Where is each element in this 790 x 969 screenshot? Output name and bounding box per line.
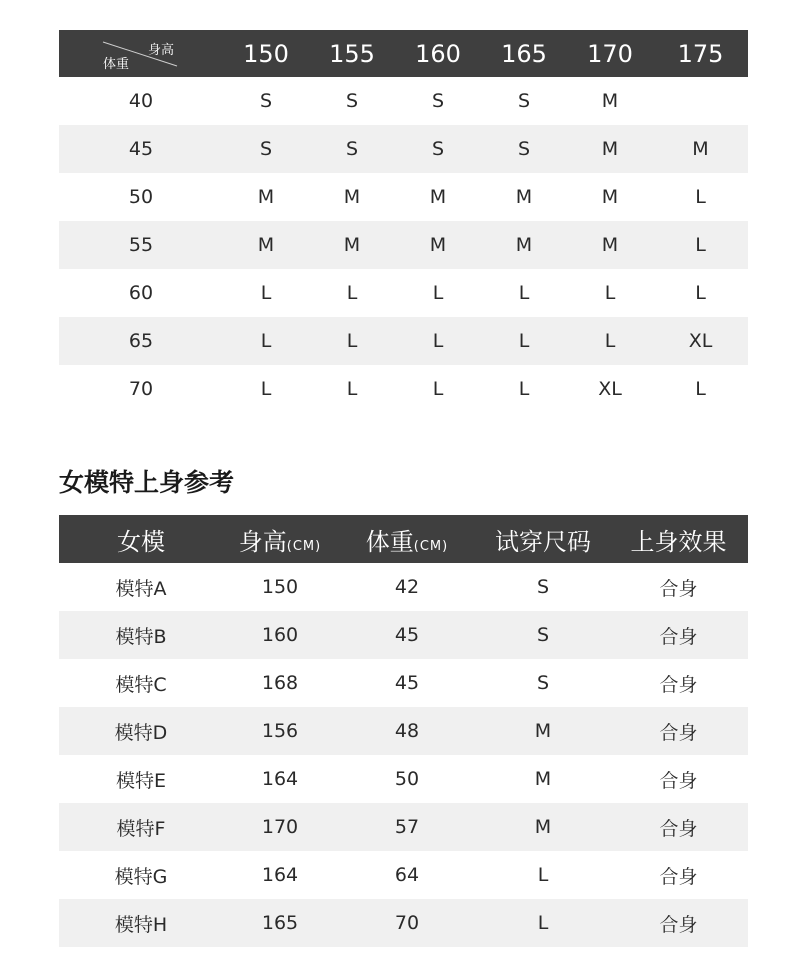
model-row: [59, 563, 748, 611]
model-row: [59, 851, 748, 899]
model-size-cell: S: [536, 624, 550, 646]
model-height-cell: 160: [261, 624, 299, 646]
size-cell: S: [431, 90, 445, 112]
size-cell: M: [601, 186, 619, 208]
model-weight-cell: 42: [394, 576, 420, 598]
model-table-header: [59, 515, 748, 563]
model-effect-cell: 合身: [659, 817, 698, 840]
model-weight-cell: 48: [394, 720, 420, 742]
weight-cell: 45: [128, 138, 154, 160]
size-cell: M: [515, 234, 533, 256]
height-header: 170: [587, 39, 633, 68]
model-row: [59, 659, 748, 707]
model-size-cell: M: [534, 816, 552, 838]
size-cell: L: [260, 330, 272, 352]
size-cell: M: [343, 234, 361, 256]
size-cell: L: [695, 234, 706, 256]
model-name-cell: 模特A: [115, 577, 167, 600]
size-row: [59, 365, 748, 413]
model-height-cell: 170: [261, 816, 299, 838]
weight-cell: 60: [128, 282, 154, 304]
model-weight-cell: 64: [394, 864, 420, 886]
height-header: 175: [677, 39, 724, 68]
model-effect-cell: 合身: [659, 577, 698, 600]
size-cell: L: [695, 282, 706, 304]
corner-cell: [59, 30, 223, 77]
model-weight-cell: 70: [394, 912, 420, 934]
size-cell: L: [346, 378, 358, 400]
size-cell: L: [346, 330, 358, 352]
size-cell: L: [432, 378, 444, 400]
model-weight-cell: 57: [394, 816, 420, 838]
size-cell: M: [601, 234, 619, 256]
size-cell: M: [257, 186, 275, 208]
model-name-cell: 模特H: [114, 913, 168, 936]
height-header: 155: [329, 39, 375, 68]
size-cell: S: [345, 138, 359, 160]
header-effect: 上身效果: [630, 527, 727, 556]
size-cell: M: [257, 234, 275, 256]
header-height: 身高(CM): [238, 527, 322, 556]
size-cell: M: [692, 138, 709, 160]
model-effect-cell: 合身: [659, 865, 698, 888]
model-name-cell: 模特B: [115, 625, 167, 648]
size-cell: M: [429, 186, 447, 208]
height-axis-label: 身高: [148, 43, 175, 58]
size-cell: L: [432, 282, 444, 304]
model-name-cell: 模特G: [114, 865, 168, 888]
model-weight-cell: 45: [394, 624, 420, 646]
model-height-cell: 164: [261, 864, 299, 886]
model-height-cell: 156: [261, 720, 299, 742]
size-cell: S: [517, 138, 531, 160]
model-name-cell: 模特C: [115, 673, 167, 696]
model-size-cell: L: [537, 864, 549, 886]
model-weight-cell: 50: [394, 768, 420, 790]
height-header: 150: [243, 39, 289, 68]
model-height-cell: 164: [261, 768, 299, 790]
weight-cell: 40: [128, 90, 154, 112]
size-cell: L: [695, 186, 706, 208]
size-cell: XL: [688, 330, 713, 352]
size-cell: M: [343, 186, 361, 208]
model-effect-cell: 合身: [659, 721, 698, 744]
model-size-cell: L: [537, 912, 549, 934]
model-height-cell: 165: [261, 912, 299, 934]
model-weight-cell: 45: [394, 672, 420, 694]
size-cell: M: [601, 138, 619, 160]
model-height-cell: 150: [261, 576, 299, 598]
height-header: 160: [415, 39, 461, 68]
size-row: [59, 125, 748, 173]
size-row: [59, 269, 748, 317]
size-cell: L: [518, 330, 530, 352]
size-cell: S: [431, 138, 445, 160]
size-row: [59, 221, 748, 269]
model-reference-table: [59, 515, 748, 947]
size-cell: L: [346, 282, 358, 304]
size-chart-header: [59, 30, 748, 77]
size-cell: L: [604, 282, 616, 304]
model-row: [59, 755, 748, 803]
size-row: [59, 173, 748, 221]
model-effect-cell: 合身: [659, 625, 698, 648]
size-cell: L: [432, 330, 444, 352]
model-effect-cell: 合身: [659, 769, 698, 792]
size-row: [59, 77, 748, 125]
size-cell: L: [695, 378, 706, 400]
model-name-cell: 模特D: [114, 721, 168, 744]
header-model: 女模: [117, 527, 165, 556]
size-cell: M: [601, 90, 619, 112]
model-height-cell: 168: [261, 672, 299, 694]
model-effect-cell: 合身: [659, 673, 698, 696]
size-cell: L: [260, 378, 272, 400]
model-size-cell: M: [534, 768, 552, 790]
size-cell: S: [345, 90, 359, 112]
model-effect-cell: 合身: [659, 913, 698, 936]
model-size-cell: M: [534, 720, 552, 742]
model-size-cell: S: [536, 576, 550, 598]
weight-cell: 50: [128, 186, 154, 208]
height-header: 165: [501, 39, 547, 68]
weight-cell: 55: [128, 234, 154, 256]
section-title: 女模特上身参考: [59, 468, 235, 497]
size-cell: S: [259, 90, 273, 112]
size-cell: M: [429, 234, 447, 256]
size-cell: L: [518, 378, 530, 400]
weight-unit: (CM): [413, 538, 449, 554]
height-unit: (CM): [286, 538, 322, 554]
header-size: 试穿尺码: [495, 527, 591, 556]
model-row: [59, 611, 748, 659]
size-chart-table: [59, 30, 748, 413]
model-size-cell: S: [536, 672, 550, 694]
weight-cell: 65: [128, 330, 154, 352]
model-row: [59, 899, 748, 947]
model-name-cell: 模特E: [115, 769, 166, 792]
diagonal-divider: [59, 30, 223, 77]
size-cell: S: [259, 138, 273, 160]
model-name-cell: 模特F: [116, 817, 166, 840]
weight-axis-label: 体重: [103, 57, 130, 72]
size-cell: L: [518, 282, 530, 304]
size-cell: XL: [598, 378, 622, 400]
size-cell: L: [604, 330, 616, 352]
weight-cell: 70: [128, 378, 154, 400]
size-cell: L: [260, 282, 272, 304]
size-cell: M: [515, 186, 533, 208]
size-row: [59, 317, 748, 365]
size-cell: S: [517, 90, 531, 112]
model-row: [59, 803, 748, 851]
model-row: [59, 707, 748, 755]
header-weight: 体重(CM): [365, 527, 449, 556]
